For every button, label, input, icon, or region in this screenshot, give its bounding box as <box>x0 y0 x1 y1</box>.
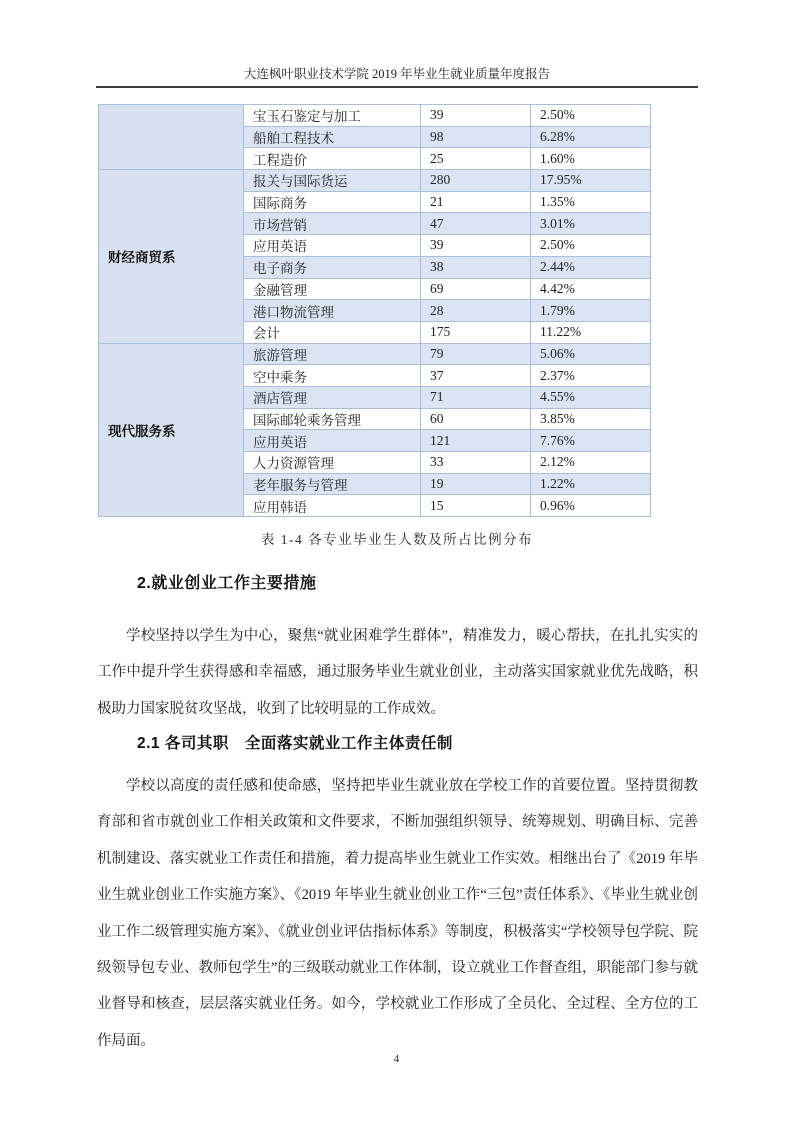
department-cell: 现代服务系 <box>99 343 244 517</box>
major-cell: 国际商务 <box>244 191 421 213</box>
count-cell: 280 <box>421 170 531 192</box>
major-cell: 船舶工程技术 <box>244 126 421 148</box>
major-cell: 老年服务与管理 <box>244 473 421 495</box>
count-cell: 28 <box>421 300 531 322</box>
percent-cell: 5.06% <box>531 343 651 365</box>
section-heading-2: 2.就业创业工作主要措施 <box>137 575 317 592</box>
count-cell: 69 <box>421 278 531 300</box>
department-cell: 财经商贸系 <box>99 170 244 344</box>
count-cell: 98 <box>421 126 531 148</box>
count-cell: 121 <box>421 430 531 452</box>
percent-cell: 3.85% <box>531 408 651 430</box>
percent-cell: 4.55% <box>531 386 651 408</box>
major-cell: 应用韩语 <box>244 495 421 517</box>
count-cell: 19 <box>421 473 531 495</box>
major-cell: 电子商务 <box>244 256 421 278</box>
count-cell: 60 <box>421 408 531 430</box>
percent-cell: 1.79% <box>531 300 651 322</box>
table-row <box>99 343 651 365</box>
major-cell: 空中乘务 <box>244 365 421 387</box>
percent-cell: 3.01% <box>531 213 651 235</box>
table-caption: 表 1-4 各专业毕业生人数及所占比例分布 <box>260 532 534 547</box>
percent-cell: 17.95% <box>531 170 651 192</box>
page-number: 4 <box>393 1053 400 1065</box>
percent-cell: 2.44% <box>531 256 651 278</box>
table-row <box>99 105 651 127</box>
major-cell: 酒店管理 <box>244 386 421 408</box>
majors-table-body <box>99 105 651 517</box>
percent-cell: 1.35% <box>531 191 651 213</box>
count-cell: 38 <box>421 256 531 278</box>
major-cell: 报关与国际货运 <box>244 170 421 192</box>
count-cell: 15 <box>421 495 531 517</box>
major-cell: 国际邮轮乘务管理 <box>244 408 421 430</box>
count-cell: 71 <box>421 386 531 408</box>
count-cell: 175 <box>421 321 531 343</box>
major-cell: 金融管理 <box>244 278 421 300</box>
majors-table <box>98 104 651 517</box>
major-cell: 市场营销 <box>244 213 421 235</box>
percent-cell: 2.50% <box>531 105 651 127</box>
count-cell: 25 <box>421 148 531 170</box>
major-cell: 旅游管理 <box>244 343 421 365</box>
percent-cell: 4.42% <box>531 278 651 300</box>
section-heading-2-1: 2.1 各司其职 全面落实就业工作主体责任制 <box>137 735 453 752</box>
count-cell: 21 <box>421 191 531 213</box>
major-cell: 宝玉石鉴定与加工 <box>244 105 421 127</box>
paragraph-2: 学校以高度的责任感和使命感，坚持把毕业生就业放在学校工作的首要位置。坚持贯彻教育部和省市就创业工作相关政策和文件要求，不断加强组织领导、统筹规划、明确目标、完善机制建设、落实就业工作责任和措施，着力提高毕业生就业工作实效。相继出台了《2019 年毕业生就业创业工作实施方案》、《2019 年毕业生就业创业工作“三包”责任体系》、《毕业生就业创业工作二级管理实施方案》、《就业创业评估指标体系》等制度，积极落实“学校领导包学院、院级领导包专业、教师包学生”的三级联动就业工作体制，设立就业工作督查组，职能部门参与就业督导和核查，层层落实就业任务。如今，学校就业工作形成了全员化、全过程、全方位的工作局面。 <box>97 778 698 1049</box>
major-cell: 港口物流管理 <box>244 300 421 322</box>
department-cell <box>99 105 244 170</box>
percent-cell: 6.28% <box>531 126 651 148</box>
major-cell: 应用英语 <box>244 430 421 452</box>
percent-cell: 2.12% <box>531 452 651 474</box>
percent-cell: 7.76% <box>531 430 651 452</box>
percent-cell: 2.50% <box>531 235 651 257</box>
paragraph-1: 学校坚持以学生为中心，聚焦“就业困难学生群体”，精准发力，暖心帮扶，在扎扎实实的工作中提升学生获得感和幸福感，通过服务毕业生就业创业，主动落实国家就业优先战略，积极助力国家脱贫攻坚战，收到了比较明显的工作成效。 <box>97 628 698 717</box>
header-rule <box>96 86 698 88</box>
percent-cell: 1.22% <box>531 473 651 495</box>
major-cell: 应用英语 <box>244 235 421 257</box>
major-cell: 会计 <box>244 321 421 343</box>
major-cell: 工程造价 <box>244 148 421 170</box>
percent-cell: 11.22% <box>531 321 651 343</box>
percent-cell: 1.60% <box>531 148 651 170</box>
page-header-title: 大连枫叶职业技术学院 2019 年毕业生就业质量年度报告 <box>243 67 551 81</box>
major-cell: 人力资源管理 <box>244 452 421 474</box>
count-cell: 33 <box>421 452 531 474</box>
table-row <box>99 170 651 192</box>
count-cell: 39 <box>421 105 531 127</box>
count-cell: 39 <box>421 235 531 257</box>
count-cell: 37 <box>421 365 531 387</box>
count-cell: 79 <box>421 343 531 365</box>
percent-cell: 0.96% <box>531 495 651 517</box>
count-cell: 47 <box>421 213 531 235</box>
percent-cell: 2.37% <box>531 365 651 387</box>
